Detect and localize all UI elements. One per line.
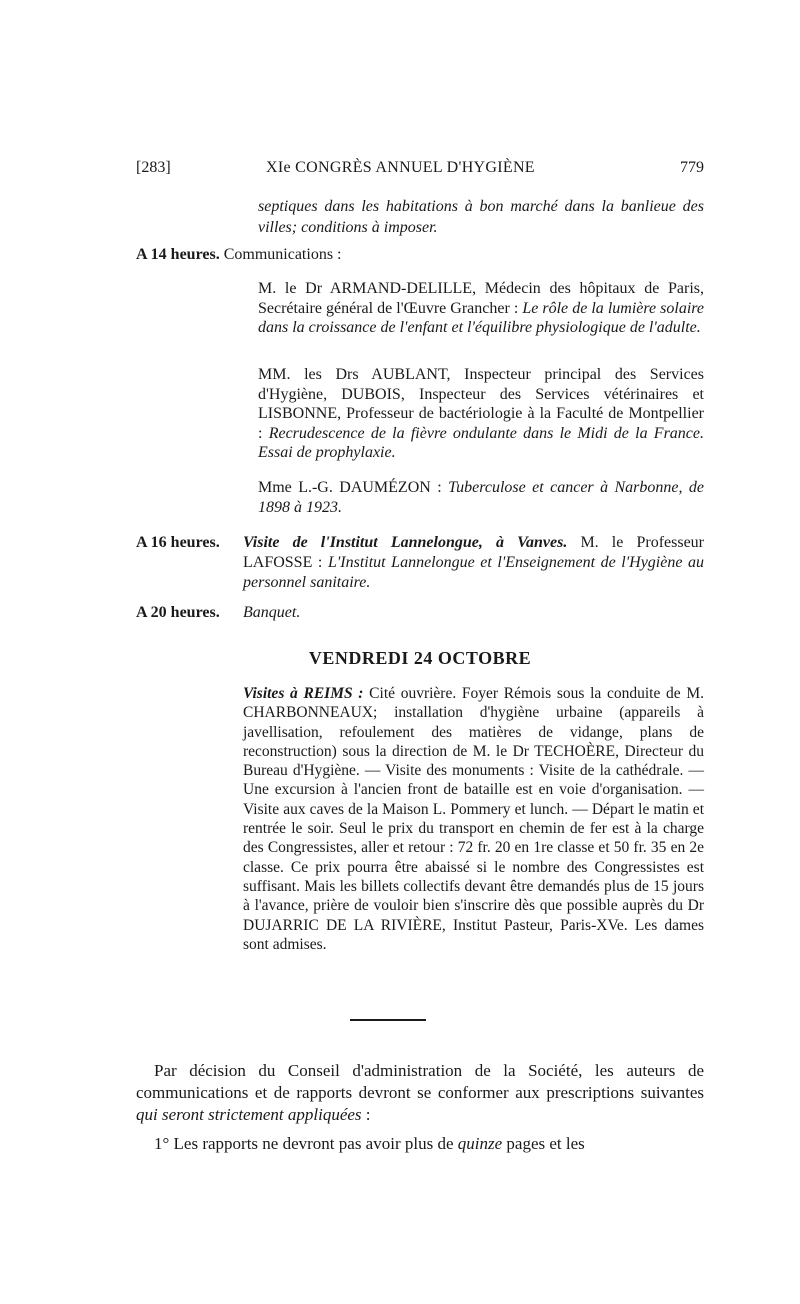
section-title: VENDREDI 24 OCTOBRE: [308, 648, 532, 668]
header-title: XIe CONGRÈS ANNUEL D'HYGIÈNE: [266, 159, 535, 176]
communication-authors: MM. les Drs AUBLANT, Inspecteur principal des Services d'Hygiène, DUBOIS, Inspecteur des Services vétérinaires et LISBONNE, Professeur de bactériologie à la Faculté de Montpellier :: [258, 366, 704, 442]
running-header: [136, 158, 704, 182]
visit-talk-title: L'Institut Lannelongue et l'Enseignement de l'Hygiène au personnel sanitaire.: [243, 554, 705, 591]
communication-authors: M. le Dr ARMAND-DELILLE, Médecin des hôpitaux de Paris, Secrétaire général de l'Œuvre Grancher :: [258, 280, 704, 317]
notice-text: Par décision du Conseil d'administration de la Société, les auteurs de communications et de rapports devront se conformer aux prescriptions suivantes: [136, 1061, 704, 1102]
visit-title: Visite de l'Institut Lannelongue, à Vanves.: [243, 534, 568, 551]
session-time-16: A 16 heures.: [136, 534, 220, 551]
rule-text-end: pages et les: [506, 1134, 585, 1153]
session-time-14: [136, 245, 342, 265]
intro-continuation: septiques dans les habitations à bon marché dans la banlieue des villes; conditions à imposer.: [258, 198, 704, 236]
communication-authors: Mme L.-G. DAUMÉZON :: [258, 479, 442, 496]
communication-title: Tuberculose et cancer à Narbonne, de 1898 à 1923.: [258, 479, 705, 516]
reims-lead: Visites à REIMS :: [243, 685, 364, 702]
communication-item: [258, 478, 704, 517]
page-reference: [283]: [136, 159, 171, 176]
banquet-label: Banquet.: [243, 604, 301, 621]
page-number: 779: [680, 159, 704, 176]
section-divider: [350, 1019, 426, 1021]
notice-colon: :: [365, 1105, 371, 1124]
communication-item: [258, 279, 704, 338]
notice-emphasis: qui seront strictement appliquées: [136, 1105, 362, 1124]
visit-speaker: M. le Professeur LAFOSSE :: [243, 534, 705, 571]
session-time-14-label: A 14 heures.: [136, 246, 220, 263]
rule-emphasis: quinze: [457, 1134, 503, 1153]
rule-text: 1° Les rapports ne devront pas avoir plus de: [154, 1134, 454, 1153]
communication-title: Le rôle de la lumière solaire dans la croissance de l'enfant et l'équilibre physiologique de l'adulte.: [258, 299, 705, 336]
communication-title: Recrudescence de la fièvre ondulante dans le Midi de la France. Essai de prophylaxie.: [258, 424, 705, 461]
session-14-communications-label: Communications :: [223, 246, 342, 263]
reims-text: Cité ouvrière. Foyer Rémois sous la conduite de M. CHARBONNEAUX; installation d'hygiène urbaine (appareils à javellisation, refoulement des matières de vidange, plans de reconstruction) sous la direction de M. le Dr TECHOÈRE, Directeur du Bureau d'Hygiène. — Visite des monuments : Visite de la cathédrale. — Une excursion à l'ancien front de bataille est en voie d'organisation. — Visite aux caves de la Maison L. Pommery et lunch. — Départ le matin et rentrée le soir. Seul le prix du transport en chemin de fer est à la charge des Congressistes, aller et retour : 72 fr. 20 en 1re classe et 50 fr. 35 en 2e classe. Ce prix pourra être abaissé si le nombre des Congressistes est suffisant. Mais les billets collectifs devant être demandés plus de 15 jours à l'avance, prière de vouloir bien s'inscrire dès que possible auprès du Dr DUJARRIC DE LA RIVIÈRE, Institut Pasteur, Paris-XVe. Les dames sont admises.: [243, 685, 705, 953]
session-16-details: [243, 533, 704, 593]
notice-paragraph: [136, 1060, 704, 1126]
rule-paragraph: [136, 1133, 704, 1155]
communication-item: [258, 365, 704, 463]
session-time-20: A 20 heures.: [136, 604, 220, 621]
reims-visit-paragraph: [243, 684, 704, 954]
